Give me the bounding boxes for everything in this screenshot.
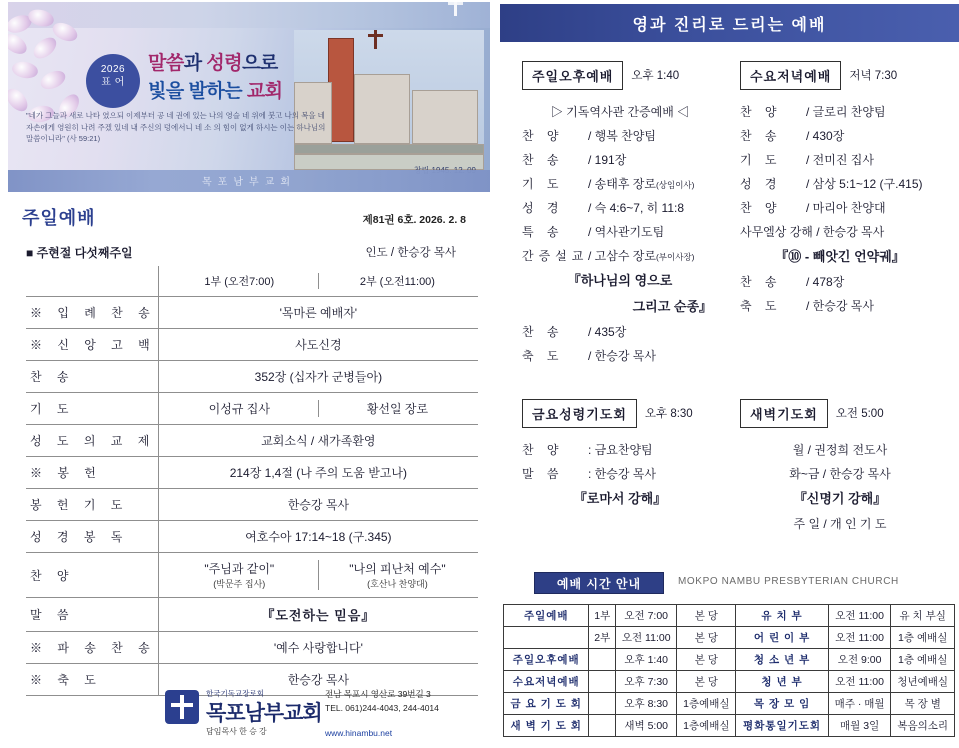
schedule-row — [504, 671, 955, 693]
service-order-row — [522, 438, 718, 462]
schedule-cell: 오전 11:00 — [828, 627, 891, 649]
service-subheader — [26, 244, 476, 262]
schedule-title: 예배 시간 안내 — [534, 572, 664, 594]
schedule-cell: 매주 · 매월 — [828, 693, 891, 715]
order-header-blank — [26, 266, 158, 297]
service-order-row — [740, 100, 940, 124]
service-order-key: 특 송 — [522, 225, 564, 239]
order-item-text: 여호수아 17:14~18 (구.345) — [245, 530, 392, 544]
order-item-label: 찬 양 — [26, 553, 158, 598]
schedule-cell: 1층 예배실 — [891, 627, 955, 649]
order-item-text: 사도신경 — [295, 338, 342, 352]
service-header — [522, 60, 718, 90]
banner-verse: "네가 그늘과 새로 나타 였으되 이제부터 공 네 권에 있는 나의 영슬 네 위에 붓고 나의 복을 네 자손에게 영원히 나려 주겠 있네 내 주신의 덩에서니 네 소 의 힘이 없게 하시는 이는 하나님의 말씀이니라" (사 59:21) — [26, 111, 326, 144]
table-row — [26, 598, 478, 632]
schedule-cell: 1층예배실 — [677, 715, 736, 737]
schedule-title-english: MOKPO NAMBU PRESBYTERIAN CHURCH — [678, 576, 899, 587]
slogan-join-2: 으로 — [242, 53, 278, 74]
service-order-key: 말 씀 — [522, 467, 564, 481]
service-order-value: : 금요찬양팀 — [588, 443, 653, 457]
sunday-service-header — [22, 200, 482, 234]
order-col-2: 2부 (오전11:00) — [359, 276, 435, 288]
slogan-word-spirit: 성령 — [206, 53, 243, 74]
order-header-parts — [158, 266, 478, 297]
service-order-row — [522, 172, 718, 196]
order-item-text: '예수 사랑합니다' — [273, 641, 363, 655]
service-order-value: / 한승강 목사 — [806, 299, 874, 313]
order-item-text: 214장 1,4절 (나 주의 도움 받고나) — [229, 466, 407, 480]
order-item-value — [158, 297, 478, 329]
service-order-row — [740, 172, 940, 196]
right-page — [500, 0, 959, 748]
seal-label: 표 어 — [101, 76, 125, 88]
order-item-value — [158, 361, 478, 393]
slogan-join-1: 과 — [183, 53, 207, 74]
schedule-cell — [504, 627, 589, 649]
schedule-cell: 금 요 기 도 회 — [504, 693, 589, 715]
order-item-label: ※ 봉 헌 — [26, 457, 158, 489]
service-order-value: / 슥 4:6~7, 히 11:8 — [588, 201, 685, 215]
schedule-cell: 수요저녁예배 — [504, 671, 589, 693]
schedule-cell: 주일예배 — [504, 605, 589, 627]
service-order-key: 기 도 — [740, 153, 782, 167]
schedule-cell: 오전 9:00 — [828, 649, 891, 671]
service-order-key: 축 도 — [522, 349, 564, 363]
service-name: 주일오후예배 — [522, 61, 623, 90]
service-order-key: 기 도 — [522, 177, 564, 191]
issue-number: 제81권 6호. 2026. 2. 8 — [362, 214, 466, 226]
order-item-value-part1: 이성규 집사 — [208, 402, 270, 416]
service-order-row — [522, 344, 718, 368]
schedule-cell: 청년예배실 — [891, 671, 955, 693]
service-schedule-table — [503, 604, 955, 737]
sermon-title: 『로마서 강해』 — [573, 491, 667, 506]
service-order-key: 찬 양 — [740, 105, 782, 119]
service-block-wednesday-evening — [740, 60, 940, 318]
service-order-key: 찬 송 — [740, 129, 782, 143]
table-row — [26, 632, 478, 664]
sermon-title-cont: 그리고 순종』 — [632, 299, 712, 314]
order-item-label: ※ 축 도 — [26, 664, 158, 696]
order-item-value — [158, 425, 478, 457]
service-order-value: / 송태후 장로(상임이사) — [588, 177, 695, 191]
address-line1: 전남 목포시 영산로 39번길 3 — [325, 689, 431, 699]
service-order-value: / 191장 — [588, 153, 627, 167]
service-header — [740, 398, 940, 428]
schedule-cell: 오후 1:40 — [616, 649, 677, 671]
table-row — [26, 521, 478, 553]
service-name: 금요성령기도회 — [522, 399, 637, 428]
service-order-centered: ▷ 기독역사관 간증예배 ◁ — [550, 105, 690, 119]
service-order-list — [522, 100, 718, 368]
order-item-label: 찬 송 — [26, 361, 158, 393]
service-order-key: 찬 송 — [522, 325, 564, 339]
service-order-row — [522, 244, 718, 268]
schedule-cell: 어 린 이 부 — [736, 627, 829, 649]
service-header — [522, 398, 718, 428]
schedule-cell: 복음의소리 — [891, 715, 955, 737]
cross-icon — [374, 30, 377, 49]
right-title-text: 영과 진리로 드리는 예배 — [632, 16, 827, 34]
service-order-key: 축 도 — [740, 299, 782, 313]
schedule-cell: 오전 7:00 — [616, 605, 677, 627]
service-name: 수요저녁예배 — [740, 61, 841, 90]
service-order-row — [522, 320, 718, 344]
slogan-word-word: 말씀 — [148, 53, 184, 74]
service-order-row — [522, 148, 718, 172]
service-order-key: 찬 양 — [522, 443, 564, 457]
church-footer — [150, 688, 490, 748]
service-block-sunday-afternoon — [522, 60, 718, 368]
table-row — [26, 297, 478, 329]
service-order-row — [740, 196, 940, 220]
service-order-row — [740, 270, 940, 294]
cross-icon — [454, 0, 457, 16]
table-row — [26, 425, 478, 457]
order-item-label: 봉 헌 기 도 — [26, 489, 158, 521]
schedule-cell: 매월 3일 — [828, 715, 891, 737]
service-order-row — [522, 196, 718, 220]
table-row — [26, 361, 478, 393]
service-time: 오후 1:40 — [631, 70, 680, 82]
order-item-label: 말 씀 — [26, 598, 158, 632]
church-name: 목포남부교회 — [206, 702, 322, 725]
service-order-value: / 435장 — [588, 325, 627, 339]
service-header — [740, 60, 940, 90]
order-item-value — [158, 521, 478, 553]
order-item-text: 한승강 목사 — [287, 498, 349, 512]
schedule-cell: 오전 11:00 — [616, 627, 677, 649]
sermon-title: 『⑩ - 빼앗긴 언약궤』 — [775, 249, 905, 264]
schedule-cell: 1층예배실 — [677, 693, 736, 715]
service-order-key: 성 경 — [740, 177, 782, 191]
schedule-row — [504, 715, 955, 737]
schedule-cell: 본 당 — [677, 627, 736, 649]
schedule-cell: 평화통일기도회 — [736, 715, 829, 737]
service-order-centered: 월 / 권정희 전도사 — [792, 443, 888, 457]
schedule-cell: 2부 — [589, 627, 616, 649]
order-item-label: 성 도 의 교 제 — [26, 425, 158, 457]
service-order-value: / 430장 — [806, 129, 845, 143]
seal-year: 2026 — [100, 64, 126, 75]
order-item-text: 352장 (십자가 군병들아) — [254, 370, 383, 384]
order-item-label: ※ 입 례 찬 송 — [26, 297, 158, 329]
church-address — [325, 688, 439, 715]
table-row — [26, 329, 478, 361]
schedule-cell — [589, 671, 616, 693]
banner-bottom-band — [8, 170, 490, 192]
order-item-value — [158, 632, 478, 664]
service-order-row — [740, 294, 940, 318]
order-item-text: 교회소식 / 새가족환영 — [261, 434, 376, 448]
schedule-cell: 1층 예배실 — [891, 649, 955, 671]
service-order-value: / 글로리 찬양팀 — [806, 105, 886, 119]
schedule-cell: 새벽 5:00 — [616, 715, 677, 737]
slogan-line2-b: 교회 — [246, 80, 283, 102]
service-order-centered: 화~금 / 한승강 목사 — [789, 467, 891, 481]
schedule-cell: 목 장 모 임 — [736, 693, 829, 715]
schedule-row — [504, 693, 955, 715]
order-item-value — [158, 329, 478, 361]
schedule-cell: 본 당 — [677, 671, 736, 693]
table-row — [26, 489, 478, 521]
order-item-value — [158, 457, 478, 489]
table-row — [26, 393, 478, 425]
schedule-cell: 오전 11:00 — [828, 671, 891, 693]
order-item-label: ※ 파 송 찬 송 — [26, 632, 158, 664]
order-item-text: '목마른 예배자' — [279, 306, 358, 320]
service-order-value: / 삼상 5:1~12 (구.415) — [806, 177, 923, 191]
schedule-row — [504, 627, 955, 649]
order-table-header — [26, 266, 478, 297]
service-order-row — [740, 124, 940, 148]
schedule-cell — [589, 693, 616, 715]
service-order-row — [522, 462, 718, 486]
bulletin-banner — [8, 2, 490, 192]
schedule-cell: 오후 7:30 — [616, 671, 677, 693]
church-logo-icon — [165, 690, 199, 724]
schedule-cell: 오후 8:30 — [616, 693, 677, 715]
address-line2: TEL. 061)244-4043, 244-4014 — [325, 702, 439, 713]
banner-bottom-text: 목포남부교회 — [202, 177, 296, 188]
schedule-cell: 오전 11:00 — [828, 605, 891, 627]
senior-pastor: 담임목사 한 승 강 — [206, 727, 267, 736]
schedule-cell: 유 치 부 — [736, 605, 829, 627]
order-item-value — [158, 553, 478, 598]
schedule-cell: 청 소 년 부 — [736, 649, 829, 671]
slogan-line2-a: 빛을 발하는 — [148, 80, 247, 102]
service-order-value: / 478장 — [806, 275, 845, 289]
service-order-value: / 한승강 목사 — [588, 349, 656, 363]
schedule-cell: 1부 — [589, 605, 616, 627]
year-theme-seal — [86, 54, 140, 108]
schedule-cell: 본 당 — [677, 605, 736, 627]
schedule-cell: 유 치 부실 — [891, 605, 955, 627]
denomination-name: 한국기독교장로회 — [206, 689, 264, 698]
table-row — [26, 553, 478, 598]
service-time: 오후 8:30 — [644, 408, 693, 420]
year-slogan — [148, 50, 318, 105]
service-time: 저녁 7:30 — [849, 70, 898, 82]
service-order-list — [740, 100, 940, 318]
schedule-cell: 목 장 별 — [891, 693, 955, 715]
service-order-key: 간증설교 — [522, 249, 589, 263]
order-item-label: 기 도 — [26, 393, 158, 425]
schedule-cell: 주일오후예배 — [504, 649, 589, 671]
service-order-row — [522, 124, 718, 148]
schedule-cell: 본 당 — [677, 649, 736, 671]
order-item-value — [158, 598, 478, 632]
schedule-cell: 청 년 부 — [736, 671, 829, 693]
liturgical-season: ■ 주현절 다섯째주일 — [26, 246, 133, 260]
order-col-1: 1부 (오전7:00) — [204, 276, 275, 288]
service-order-key: 찬 송 — [740, 275, 782, 289]
order-item-value — [158, 489, 478, 521]
sermon-title: 『하나님의 영으로 — [567, 273, 673, 288]
service-order-key: 성 경 — [522, 201, 564, 215]
service-order-list — [740, 438, 940, 536]
order-item-text: 한승강 목사 — [287, 673, 349, 687]
order-item-value-part2: 황선일 장로 — [366, 402, 429, 416]
service-order-row — [740, 148, 940, 172]
schedule-row — [504, 605, 955, 627]
service-leader: 인도 / 한승강 목사 — [365, 247, 456, 259]
church-website[interactable]: www.hinambu.net — [325, 728, 393, 738]
order-item-value-part2: "나의 피난처 예수" (호산나 찬양대) — [349, 562, 446, 589]
right-page-title — [500, 4, 959, 42]
service-order-value: / 행복 찬양팀 — [588, 129, 656, 143]
service-time: 오전 5:00 — [835, 408, 884, 420]
service-order-plain: 사무엘상 강해 / 한승강 목사 — [740, 225, 885, 239]
service-order-key: 찬 송 — [522, 153, 564, 167]
schedule-cell — [589, 715, 616, 737]
schedule-cell: 새 벽 기 도 회 — [504, 715, 589, 737]
service-order-key: 찬 양 — [740, 201, 782, 215]
service-order-value: / 전미진 집사 — [806, 153, 874, 167]
order-item-label: ※ 신 앙 고 백 — [26, 329, 158, 361]
order-item-text: 『도전하는 믿음』 — [261, 608, 376, 623]
service-order-row — [522, 220, 718, 244]
order-item-label: 성 경 봉 독 — [26, 521, 158, 553]
service-order-value: / 역사관기도팀 — [588, 225, 665, 239]
service-block-dawn-prayer — [740, 398, 940, 536]
schedule-row — [504, 649, 955, 671]
service-order-list — [522, 438, 718, 512]
service-order-centered: 주 일 / 개 인 기 도 — [793, 517, 887, 531]
service-order-value: / 마리아 찬양대 — [806, 201, 886, 215]
service-order-key: 찬 양 — [522, 129, 564, 143]
order-of-worship-table — [26, 266, 478, 696]
table-row — [26, 457, 478, 489]
church-building-photo — [294, 30, 484, 170]
page-title: 주일예배 — [22, 208, 96, 228]
schedule-cell — [589, 649, 616, 671]
order-item-value-part1: "주님과 같이" (박문주 집사) — [204, 562, 275, 589]
service-order-value: / 고삼수 장로(부이사장) — [588, 249, 695, 263]
service-name: 새벽기도회 — [740, 399, 828, 428]
service-block-friday-prayer — [522, 398, 718, 512]
order-item-value — [158, 393, 478, 425]
sermon-title: 『신명기 강해』 — [793, 491, 887, 506]
service-order-value: : 한승강 목사 — [588, 467, 656, 481]
